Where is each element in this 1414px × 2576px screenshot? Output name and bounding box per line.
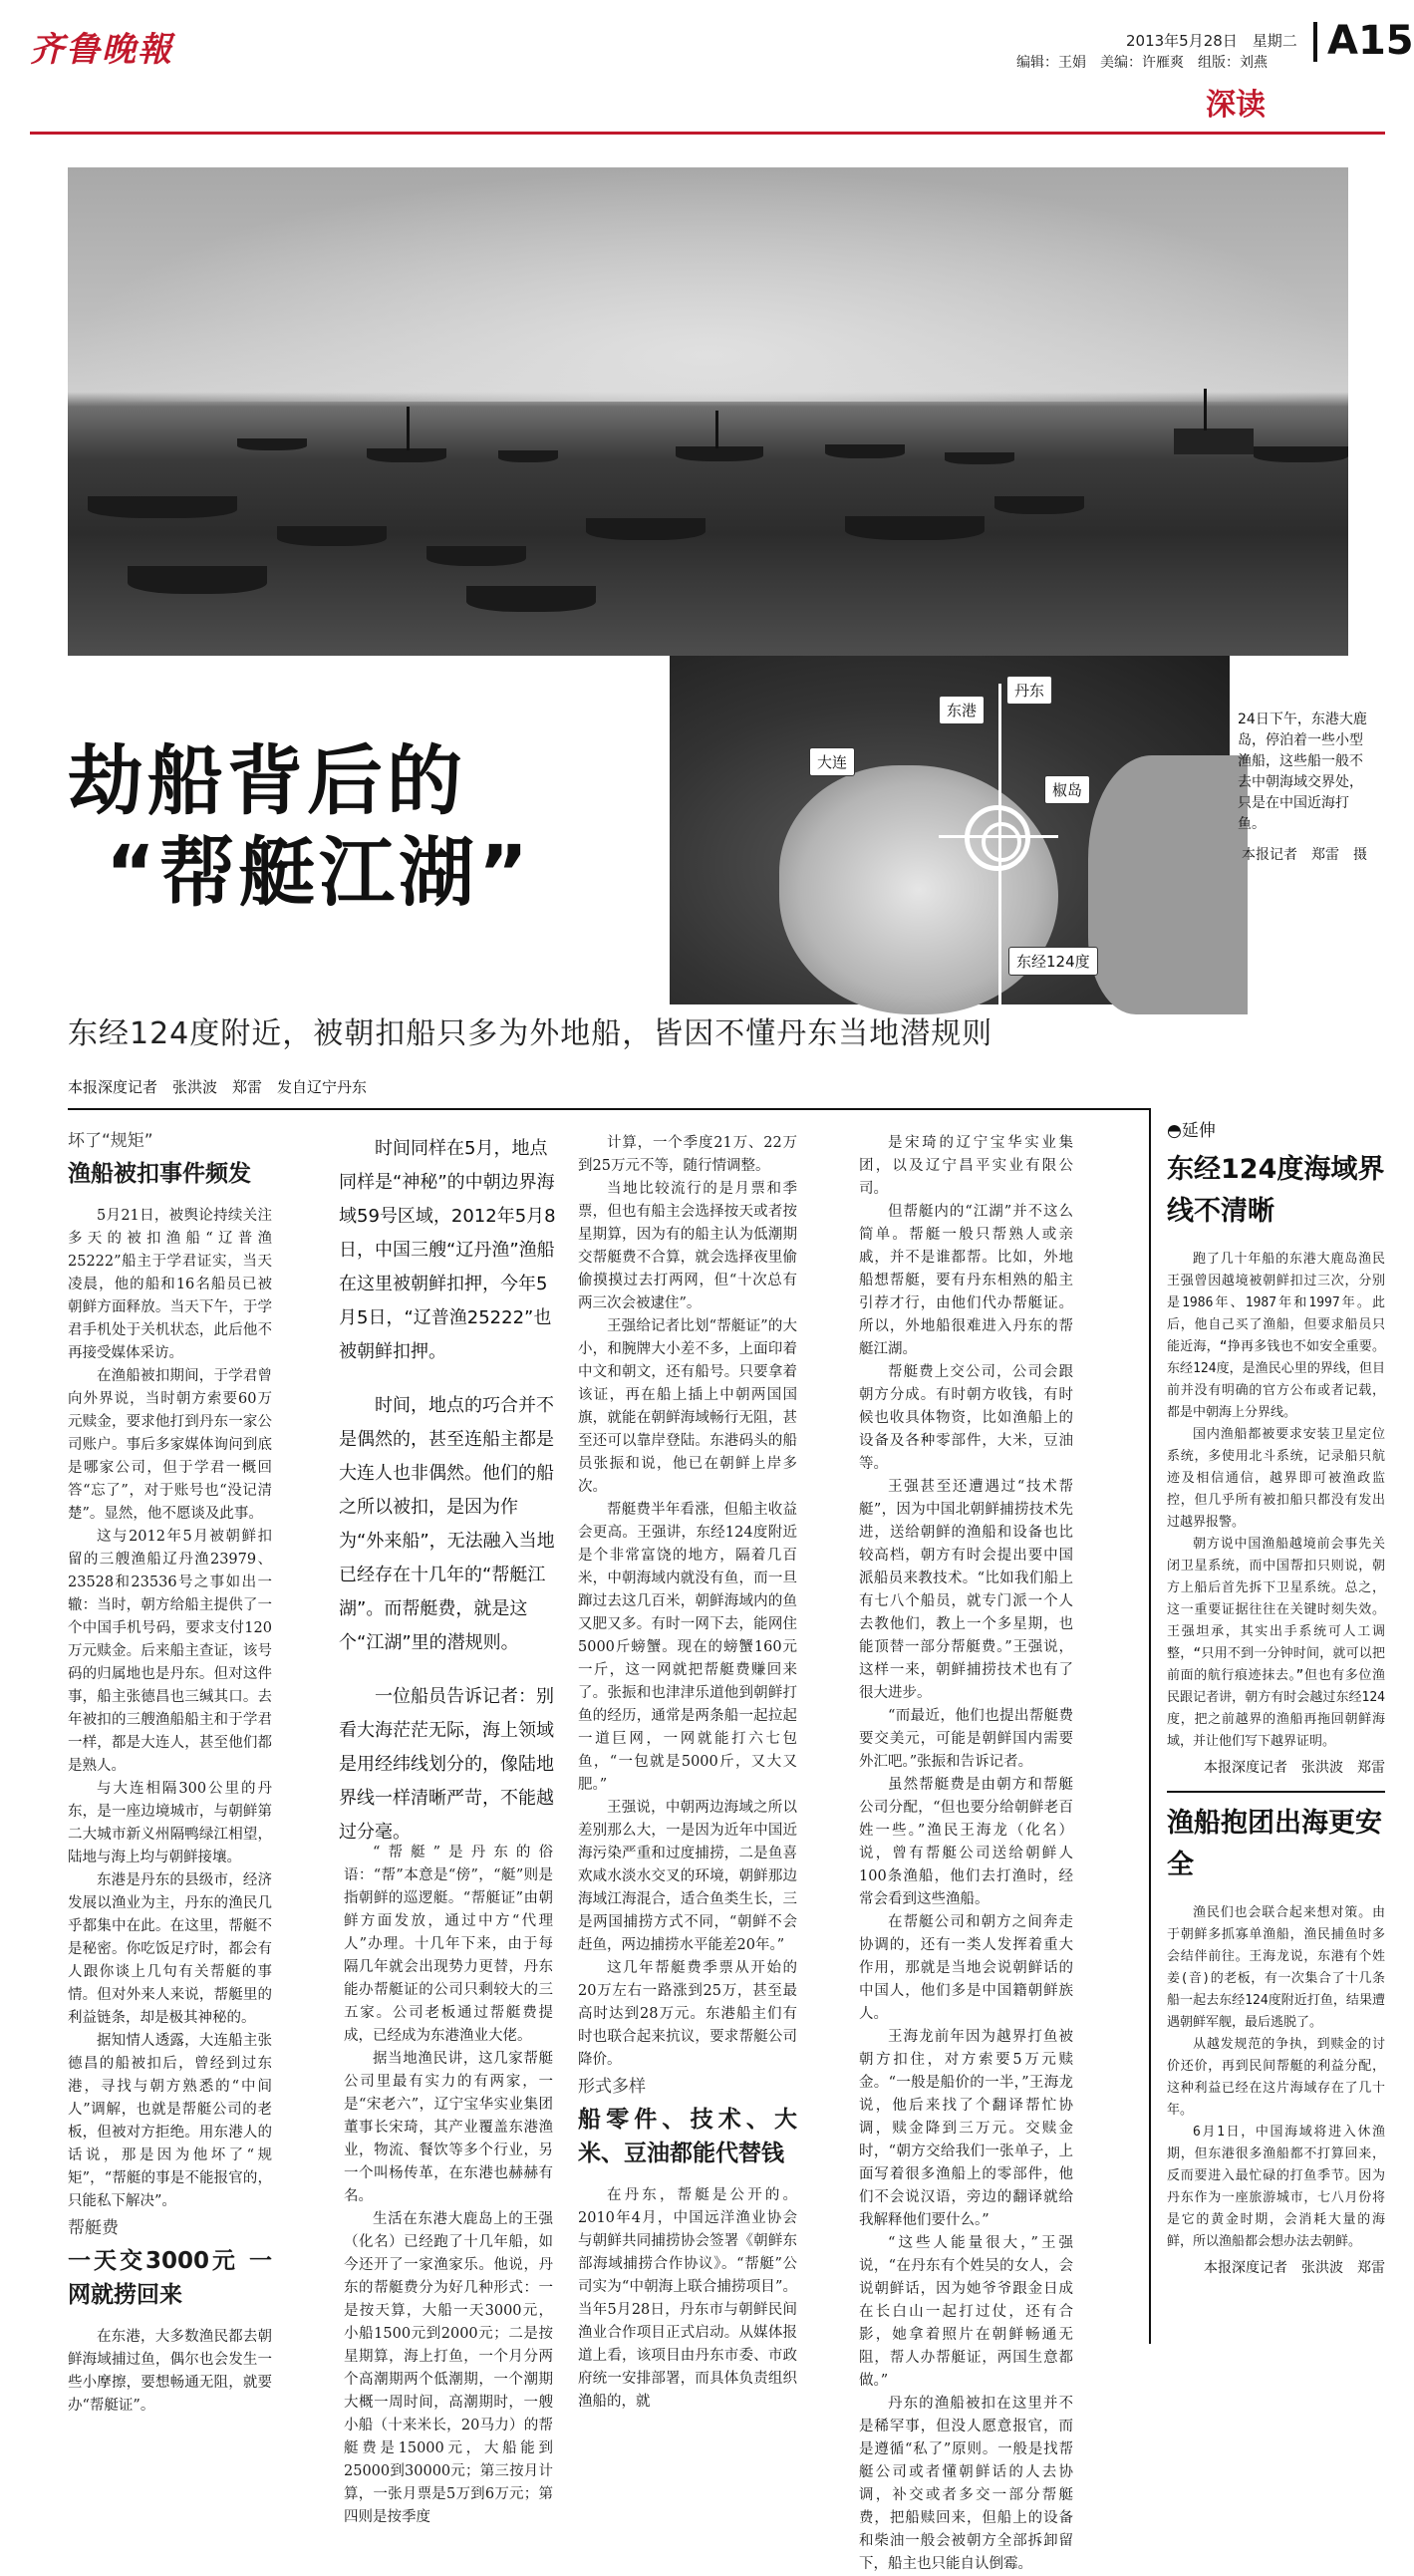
paragraph: 从越发规范的争执，到赎金的讨价还价，再到民间帮艇的利益分配，这种利益已经在这片海域存在了几十年。 (1167, 2037, 1385, 2118)
page-number: A15 (1327, 18, 1414, 64)
sidebar-body-1 (1167, 1249, 1385, 1753)
boat (994, 496, 1084, 514)
paragraph: 5月21日，被舆论持续关注多天的被扣渔船“辽普渔25222”船主于学君证实，当天凌晨，他的船和16名船员已被朝鲜方面释放。当天下午，于学君手机处于关机状态，此后他不再接受媒体采访。 (68, 1208, 272, 1361)
map-bay (779, 765, 1058, 1014)
paragraph: 渔民们也会联合起来想对策。由于朝鲜多抓寡单渔船，渔民捕鱼时多会结伴前往。王海龙说，东港有个姓姜(音)的老板，有一次集合了十几条船一起去东经124度附近打鱼，结果遭遇朝鲜军舰，最后逃脱了。 (1167, 1905, 1385, 2030)
boat (277, 526, 387, 546)
article-column-2 (344, 1842, 553, 2529)
boat (945, 452, 1014, 464)
map-label-dandong: 丹东 (1006, 676, 1052, 705)
paragraph: 东港是丹东的县级市，经济发展以渔业为主，丹东的渔民几乎都集中在此。在这里，帮艇不是秘密。你吃饭足疗时，都会有人跟你谈上几句有关帮艇的事情。但对外来人来说，帮艇里的利益链条，却是极其神秘的。 (68, 1872, 272, 2026)
headline-line-2: “帮艇江湖” (106, 828, 532, 917)
headline-line-1: 劫船背后的 (68, 736, 466, 825)
harbor-building (1174, 429, 1254, 454)
boat-mast (715, 411, 718, 448)
sidebar-title-1: 东经124度海域界线不清晰 (1167, 1154, 1385, 1227)
paragraph: 这几年帮艇费季票从开始的20万左右一路涨到25万，甚至最高时达到28万元。东港船主们有时也联合起来抗议，要求帮艇公司降价。 (578, 1960, 797, 2068)
caption-text: 24日下午，东港大鹿岛，停泊着一些小型渔船，这些船一般不去中朝海域交界处，只是在中国近海打鱼。 (1238, 712, 1367, 832)
section-2-heading: 一天交3000元 一网就捞回来 (68, 2248, 272, 2308)
photo-caption (1238, 710, 1367, 866)
paragraph: 在丹东，帮艇是公开的。2010年4月，中国远洋渔业协会与朝鲜共同捕捞协会签署《朝鲜东部海域捕捞合作协议》。“帮艇”公司实为“中朝海上联合捕捞项目”。当年5月28日，丹东市与朝鲜民间渔业合作项目正式启动。从媒体报道上看，该项目由丹东市委、市政府统一安排部署，而具体负责组织渔船的，就 (578, 2187, 797, 2410)
paragraph: 虽然帮艇费是由朝方和帮艇公司分配，“但也要分给朝鲜老百姓一些。”渔民王海龙（化名）说，曾有帮艇公司送给朝鲜人100条渔船，他们去打渔时，经常会看到这些渔船。 (859, 1777, 1073, 1907)
paragraph: 这与2012年5月被朝鲜扣留的三艘渔船辽丹渔23979、23528和23536号之事如出一辙：当时，朝方给船主提供了一个中国手机号码，要求支付120万元赎金。后来船主查证，该号码的归属地也是丹东。但对这件事，船主张德昌也三缄其口。去年被扣的三艘渔船船主和于学君一样，都是大连人，甚至他们都是熟人。 (68, 1529, 272, 1774)
section-1-heading: 渔船被扣事件频发 (68, 1161, 251, 1187)
sidebar-extension (1149, 1108, 1385, 2344)
section-1-kicker: 坏了“规矩” (68, 1131, 153, 1151)
paragraph: 帮艇费上交公司，公司会跟朝方分成。有时朝方收钱，有时候也收具体物资，比如渔船上的设备及各种零部件，大米，豆油等。 (859, 1364, 1073, 1472)
boat (128, 566, 267, 594)
paragraph: 王强甚至还遭遇过“技术帮艇”，因为中国北朝鲜捕捞技术先进，送给朝鲜的渔船和设备也比较高档，朝方有时会提出要中国派船员来教技术。“比如我们船上有七八个船员，就专门派一个人去教他们，教上一个多星期，也能顶替一部分帮艇费。”王强说，这样一来，朝鲜捕捞技术也有了很大进步。 (859, 1479, 1073, 1701)
article-column-3 (578, 1132, 797, 2414)
sidebar-credit-2: 本报深度记者 张洪波 郑雷 (1204, 2260, 1385, 2276)
masthead-rule (30, 132, 1385, 135)
paragraph: 在渔船被扣期间，于学君曾向外界说，当时朝方索要60万元赎金，要求他打到丹东一家公司账户。事后多家媒体询问到底是哪家公司，但于学君一概回答“忘了”，对于账号也“没记清楚”。显然，他不愿谈及此事。 (68, 1368, 272, 1522)
paragraph: 但帮艇内的“江湖”并不这么简单。帮艇一般只帮熟人或亲戚，并不是谁都帮。比如，外地船想帮艇，要有丹东相熟的船主引荐才行，由他们代办帮艇证。所以，外地船很难进入丹东的帮艇江湖。 (859, 1204, 1073, 1357)
headline-rule (68, 1108, 1149, 1110)
paragraph: 是宋琦的辽宁宝华实业集团，以及辽宁昌平实业有限公司。 (859, 1135, 1073, 1197)
photo-sky (68, 167, 1348, 402)
paragraph: 当地比较流行的是月票和季票，但也有船主会选择按天或者按星期算，因为有的船主认为低潮期交帮艇费不合算，就会选择夜里偷偷摸摸过去打两网，但“十次总有两三次会被逮住”。 (578, 1181, 797, 1311)
boat (367, 448, 446, 462)
paragraph: 国内渔船都被要求安装卫星定位系统，多使用北斗系统，记录船只航迹及相信通信，越界即可被渔政监控，但几乎所有被扣船只都没有发出过越界报警。 (1167, 1427, 1385, 1530)
subheadline: 东经124度附近，被朝扣船只多为外地船，皆因不懂丹东当地潜规则 (68, 1016, 993, 1051)
paragraph: 据当地渔民讲，这几家帮艇公司里最有实力的有两家，一是“宋老六”，辽宁宝华实业集团董事长宋琦，其产业覆盖东港渔业，物流、餐饮等多个行业，另一个叫杨传革，在东港也赫赫有名。 (344, 2051, 553, 2204)
sidebar-title-2: 渔船抱团出海更安全 (1167, 1808, 1382, 1880)
region-map (670, 656, 1230, 1004)
sidebar-body-2 (1167, 1902, 1385, 2253)
boat-mast (407, 407, 410, 450)
boat (466, 586, 596, 612)
boat (676, 446, 763, 461)
paragraph: 丹东的渔船被扣在这里并不是稀罕事，但没人愿意报官，而是遵循“私了”原则。一般是找帮艇公司或者懂朝鲜话的人去协调，补交或者多交一部分帮艇费，把船赎回来，但船上的设备和柴油一般会被朝方全部拆卸留下，船主也只能自认倒霉。 (859, 2396, 1073, 2572)
boat (586, 518, 706, 540)
paragraph: 王海龙前年因为越界打鱼被朝方扣住，对方索要5万元赎金。“一般是船价的一半，”王海龙说，他后来找了个翻译帮忙协调，赎金降到三万元。交赎金时，“朝方交给我们一张单子，上面写着很多渔船上的零部件，他们不会说汉语，旁边的翻译就给我解释他们要什么。” (859, 2029, 1073, 2228)
paragraph: 帮艇费半年看涨，但船主收益会更高。王强讲，东经124度附近是个非常富饶的地方，隔着几百米，中朝海域内就没有鱼，而一旦蹿过去这几百米，朝鲜海域内的鱼又肥又多。有时一网下去，能网住5000斤螃蟹。现在的螃蟹160元一斤，这一网就把帮艇费赚回来了。张振和也津津乐道他到朝鲜打鱼的经历，通常是两条船一起拉起一道巨网，一网就能打六七包鱼，“一包就是5000斤，又大又肥。” (578, 1502, 797, 1793)
section-3-kicker: 形式多样 (578, 2077, 646, 2097)
map-peninsula (1088, 755, 1248, 1014)
lead-paragraph: 时间同样在5月，地点同样是“神秘”的中朝边界海域59号区域，2012年5月8日，中国三艘“辽丹渔”渔船在这里被朝鲜扣押，今年5月5日，“辽普渔25222”也被朝鲜扣押。 (339, 1138, 556, 1362)
sidebar-tag (1167, 1116, 1385, 1141)
map-label-dalian: 大连 (809, 747, 855, 776)
paragraph: 在帮艇公司和朝方之间奔走协调的，还有一类人发挥着重大作用，那就是当地会说朝鲜话的中国人，他们多是中国籍朝鲜族人。 (859, 1914, 1073, 2022)
map-label-donggang: 东港 (939, 696, 985, 724)
lead-text (339, 1132, 558, 1869)
paragraph: 王强说，中朝两边海域之所以差别那么大，一是因为近年中国近海污染严重和过度捕捞，二是鱼喜欢咸水淡水交叉的环境，朝鲜那边海域江海混合，适合鱼类生长，三是两国捕捞方式不同，“朝鲜不会赶鱼，两边捕捞水平能差20年。” (578, 1800, 797, 1953)
article-column-1 (68, 1126, 272, 2418)
harbor-photo (68, 167, 1348, 656)
masthead (0, 0, 1414, 123)
lead-paragraph: 时间，地点的巧合并不是偶然的，甚至连船主都是大连人也非偶然。他们的船之所以被扣，是因为作为“外来船”，无法融入当地已经存在十几年的“帮艇江湖”。而帮艇费，就是这个“江湖”里的潜规则。 (339, 1395, 555, 1653)
boat (88, 496, 237, 518)
byline: 本报深度记者 张洪波 郑雷 发自辽宁丹东 (68, 1078, 368, 1096)
paragraph: 朝方说中国渔船越境前会事先关闭卫星系统，而中国帮扣只则说，朝方上船后首先拆下卫星系统。总之，这一重要证据往往在关键时刻失效。王强坦承，其实出手系统可人工调整，“只用不到一分钟时间，就可以把前面的航行痕迹抹去。”但也有多位渔民跟记者讲，朝方有时会越过东经124度，把之前越界的渔船再拖回朝鲜海域，并让他们写下越界证明。 (1167, 1537, 1385, 1749)
paragraph: “帮艇”是丹东的俗语：“帮”本意是“傍”，“艇”则是指朝鲜的巡逻艇。“帮艇证”由朝鲜方面发放，通过中方“代理人”办理。十几年下来，由于每隔几年就会出现势力更替，丹东能办帮艇证的公司只剩较大的三五家。公司老板通过帮艇费提成，已经成为东港渔业大佬。 (344, 1845, 553, 2044)
paragraph: 生活在东港大鹿岛上的王强（化名）已经跑了十几年船，如今还开了一家渔家乐。他说，丹东的帮艇费分为好几种形式：一是按天算，大船一天3000元，小船1500元到2000元；二是按星期算，海上打鱼，一个月分两个高潮期两个低潮期，一个潮期大概一周时间，高潮期时，一艘小船（十来米长，20马力）的帮艇费是15000元，大船能到25000到30000元；第三按月计算，一张月票是5万到6万元；第四则是按季度 (344, 2211, 553, 2525)
editor-credits: 编辑：王娟 美编：许雁爽 组版：刘燕 (1016, 55, 1268, 71)
photo-credit: 本报记者 郑雷 摄 (1242, 847, 1367, 863)
map-label-124e: 东经124度 (1008, 947, 1098, 976)
boat (498, 450, 558, 462)
headline (68, 735, 532, 919)
boat (237, 438, 307, 450)
article-column-4 (859, 1132, 1073, 2576)
paragraph: 6月1日，中国海域将进入休渔期，但东港很多渔船都不打算回来，反而要进入最忙碌的打鱼季节。因为丹东作为一座旅游城市，七八月份将是它的黄金时期，会消耗大量的海鲜，所以渔船都会想办法去朝鲜。 (1167, 2125, 1385, 2249)
sidebar-credit-1: 本报深度记者 张洪波 郑雷 (1204, 1760, 1385, 1776)
boat-mast (1204, 389, 1207, 430)
paragraph: 与大连相隔300公里的丹东，是一座边境城市，与朝鲜第二大城市新义州隔鸭绿江相望，陆地与海上均与朝鲜接壤。 (68, 1781, 272, 1865)
paragraph: 跑了几十年船的东港大鹿岛渔民王强曾因越境被朝鲜扣过三次，分别是1986年、1987年和1997年。此后，他自己买了渔船，但要求船员只能近海，“挣再多钱也不如安全重要。东经124度，是渔民心里的界线，但目前并没有明确的官方公布或者记载，都是中朝海上分界线。 (1167, 1252, 1385, 1420)
target-marker (965, 805, 1030, 871)
paragraph: “而最近，他们也提出帮艇费要交美元，可能是朝鲜国内需要外汇吧。”张振和告诉记者。 (859, 1708, 1073, 1770)
sidebar-tag-label: 延伸 (1181, 1121, 1216, 1141)
boat (845, 516, 985, 540)
boat (825, 444, 905, 458)
paragraph: “这些人能量很大，”王强说，“在丹东有个姓吴的女人，会说朝鲜话，因为她爷爷跟金日成在长白山一起打过仗，还有合影，她拿着照片在朝鲜畅通无阻，帮人办帮艇证，两国生意都做。” (859, 2235, 1073, 2389)
map-label-island: 椒岛 (1044, 775, 1090, 804)
paragraph: 计算，一个季度21万、22万到25万元不等，随行情调整。 (578, 1135, 797, 1174)
paragraph: 在东港，大多数渔民都去朝鲜海域捕过鱼，偶尔也会发生一些小摩擦，要想畅通无阻，就要办“帮艇证”。 (68, 2329, 272, 2414)
lead-paragraph: 一位船员告诉记者：别看大海茫茫无际，海上领域是用经纬线划分的，像陆地界线一样清晰严苛，不能越过分毫。 (339, 1686, 554, 1843)
section-name: 深读 (1206, 88, 1266, 123)
boat (426, 546, 526, 566)
sidebar-divider (1167, 1791, 1385, 1793)
issue-date: 2013年5月28日 星期二 (1126, 32, 1297, 50)
section-2-kicker: 帮艇费 (68, 2218, 119, 2238)
newspaper-logo: 齐鲁晚報 (30, 30, 173, 70)
circle-icon: ◓ (1167, 1121, 1182, 1141)
section-3-heading: 船零件、技术、大米、豆油都能代替钱 (578, 2107, 797, 2166)
boat (1254, 446, 1348, 462)
paragraph: 据知情人透露，大连船主张德昌的船被扣后，曾经到过东港，寻找与朝方熟悉的“中间人”调解，也就是帮艇公司的老板，但被对方拒绝。用东港人的话说，那是因为他坏了“规矩”，“帮艇的事是不能报官的，只能私下解决”。 (68, 2033, 272, 2209)
paragraph: 王强给记者比划“帮艇证”的大小，和腕牌大小差不多，上面印着中文和朝文，还有船号。只要拿着该证，再在船上插上中朝两国国旗，就能在朝鲜海域畅行无阻，甚至还可以靠岸登陆。东港码头的船员张振和说，他已在朝鲜上岸多次。 (578, 1318, 797, 1495)
